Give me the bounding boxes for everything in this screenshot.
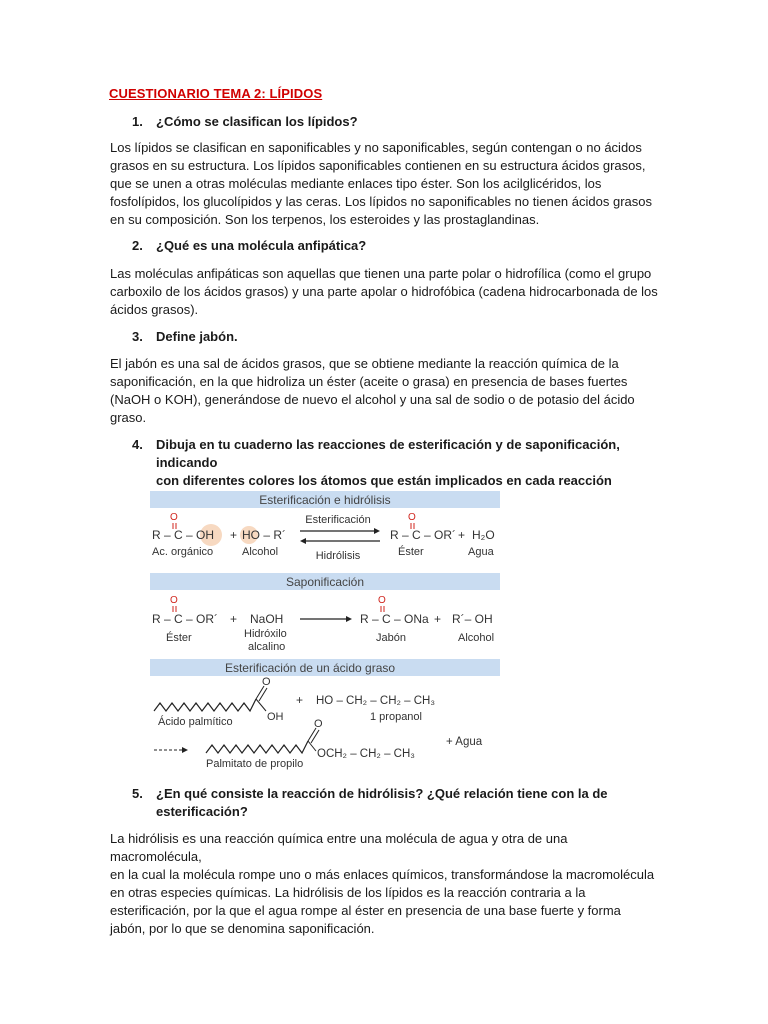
label-soap: Jabón: [376, 632, 406, 644]
answer-line: esterificación, por la que el agua rompe al éster en presencia de una base fuerte y forma: [110, 903, 621, 918]
label-organic-acid: Ac. orgánico: [152, 546, 214, 558]
question-2: [132, 237, 657, 255]
label-alcohol: Alcohol: [242, 546, 279, 558]
answer-5: [110, 830, 658, 938]
oxygen-label: O: [170, 512, 178, 523]
question-text-line: ¿En qué consiste la reacción de hidrólisis? ¿Qué relación tiene con la de: [156, 786, 608, 801]
answer-line: jabón, por lo que se denomina saponificación.: [110, 921, 375, 936]
answer-3: [110, 355, 658, 427]
reactant-acid: R – C – OH: [152, 528, 215, 542]
oxygen-label: O: [408, 512, 416, 523]
propanol-formula: HO – CH₂ – CH₂ – CH₃: [316, 695, 436, 707]
document-title: CUESTIONARIO TEMA 2: LÍPIDOS: [109, 86, 323, 101]
double-bond: [259, 688, 267, 701]
question-number: 3.: [132, 329, 143, 344]
answer-line: (NaOH o KOH), generándose de nuevo el alcohol y una sal de sodio o de potasio del ácido: [110, 392, 635, 407]
oxygen-label: O: [378, 595, 386, 606]
reactant-naoh: NaOH: [250, 612, 284, 626]
label-alkaline: alcalino: [248, 641, 286, 653]
answer-2: [110, 265, 658, 319]
answer-line: en la cual la molécula rompe uno o más enlaces químicos, transformándose la macromolécula: [110, 867, 655, 882]
forward-arrowhead: [374, 528, 380, 534]
palmitate-chain: [206, 741, 308, 753]
plus-water: + Agua: [446, 736, 483, 748]
answer-line: en otras especies químicas. La hidrólisis de los lípidos es la reacción contraria a la: [110, 885, 586, 900]
answer-line: Las moléculas anfipáticas son aquellas que tienen una parte polar o hidrofílica (como el grupo: [110, 266, 652, 281]
label-water: Agua: [468, 546, 494, 558]
answer-line: carboxilo de los ácidos grasos) y una parte apolar o hidrofóbica (cadena hidrocarbonada de los: [110, 284, 658, 299]
reverse-arrowhead: [300, 538, 306, 544]
ester-chain-formula: OCH₂ – CH₂ – CH₃: [317, 748, 415, 760]
question-text: Define jabón.: [156, 329, 238, 344]
palmitic-acid-chain: [154, 699, 256, 711]
answer-line: en su composición. Son los terpenos, los esteroides y las prostaglandinas.: [110, 212, 540, 227]
question-text: ¿Qué es una molécula anfipática?: [156, 238, 367, 253]
label-propanol: 1 propanol: [370, 711, 422, 723]
reaction-arrowhead: [182, 747, 188, 753]
single-bond: [256, 699, 266, 711]
section-header-saponification: Saponificación: [285, 575, 365, 589]
label-alcohol: Alcohol: [458, 632, 495, 644]
reactant-alcohol: HO – R´: [242, 528, 287, 542]
product-alcohol: R´– OH: [452, 612, 493, 626]
question-3: [132, 328, 657, 346]
answer-line: fosfolípidos, los glucolípidos y las ceras. Los lípidos no saponificables no tienen ácidos grasos: [110, 194, 652, 209]
answer-line: graso.: [110, 410, 147, 425]
double-bond: [311, 730, 319, 743]
question-text-line: Dibuja en tu cuaderno las reacciones de esterificación y de saponificación, indicando: [156, 437, 620, 470]
plus-sign: +: [230, 612, 238, 626]
reactant-ester: R – C – OR´: [152, 612, 219, 626]
answer-line: saponificación, en la que hidroliza un éster (aceite o grasa) en presencia de bases fuertes: [110, 374, 628, 389]
reaction-arrowhead: [346, 616, 352, 622]
plus-sign: +: [296, 693, 304, 707]
section-header-esterification: Esterificación e hidrólisis: [259, 493, 391, 507]
answer-line: ácidos grasos).: [110, 302, 199, 317]
product-water: H₂O: [472, 528, 495, 542]
answer-1: [110, 139, 658, 229]
question-number: 4.: [132, 437, 143, 452]
label-hydroxide: Hidróxilo: [244, 628, 287, 640]
hydroxyl-label: OH: [267, 711, 284, 723]
plus-sign: +: [434, 612, 442, 626]
question-number: 2.: [132, 238, 143, 253]
question-text-line: esterificación?: [156, 804, 248, 819]
product-soap: R – C – ONa: [360, 612, 429, 626]
label-palmitic-acid: Ácido palmítico: [158, 716, 233, 728]
reactions-figure: [150, 489, 502, 771]
question-number: 1.: [132, 114, 143, 129]
answer-line: La hidrólisis es una reacción química entre una molécula de agua y otra de una macromolécula,: [110, 831, 568, 864]
oxygen-label: O: [314, 718, 323, 730]
plus-sign: +: [458, 528, 466, 542]
question-number: 5.: [132, 786, 143, 801]
product-ester: R – C – OR´: [390, 528, 457, 542]
label-ester: Éster: [398, 546, 424, 558]
arrow-label-hydrolysis: Hidrólisis: [315, 550, 361, 562]
oxygen-label: O: [262, 676, 271, 688]
answer-line: grasos en su estructura. Los lípidos saponificables contienen en su estructura ácidos grasos,: [110, 158, 646, 173]
question-text-line: con diferentes colores los átomos que están implicados en cada reacción: [156, 473, 612, 488]
question-text: ¿Cómo se clasifican los lípidos?: [156, 114, 358, 129]
answer-line: que se unen a otras moléculas mediante enlaces tipo éster. Son los acilglicéridos, los: [110, 176, 602, 191]
answer-line: El jabón es una sal de ácidos grasos, que se obtiene mediante la reacción química de la: [110, 356, 619, 371]
question-1: [132, 113, 657, 131]
section-header-fatty-acid-esterification: Esterificación de un ácido graso: [224, 661, 396, 675]
oxygen-label: O: [170, 595, 178, 606]
label-propyl-palmitate: Palmitato de propilo: [206, 758, 304, 770]
plus-sign: +: [230, 528, 238, 542]
answer-line: Los lípidos se clasifican en saponificables y no saponificables, según contengan o no ácidos: [110, 140, 642, 155]
arrow-label-esterification: Esterificación: [305, 514, 371, 526]
single-bond: [308, 741, 316, 751]
question-5: [132, 785, 657, 821]
label-ester: Éster: [166, 632, 192, 644]
